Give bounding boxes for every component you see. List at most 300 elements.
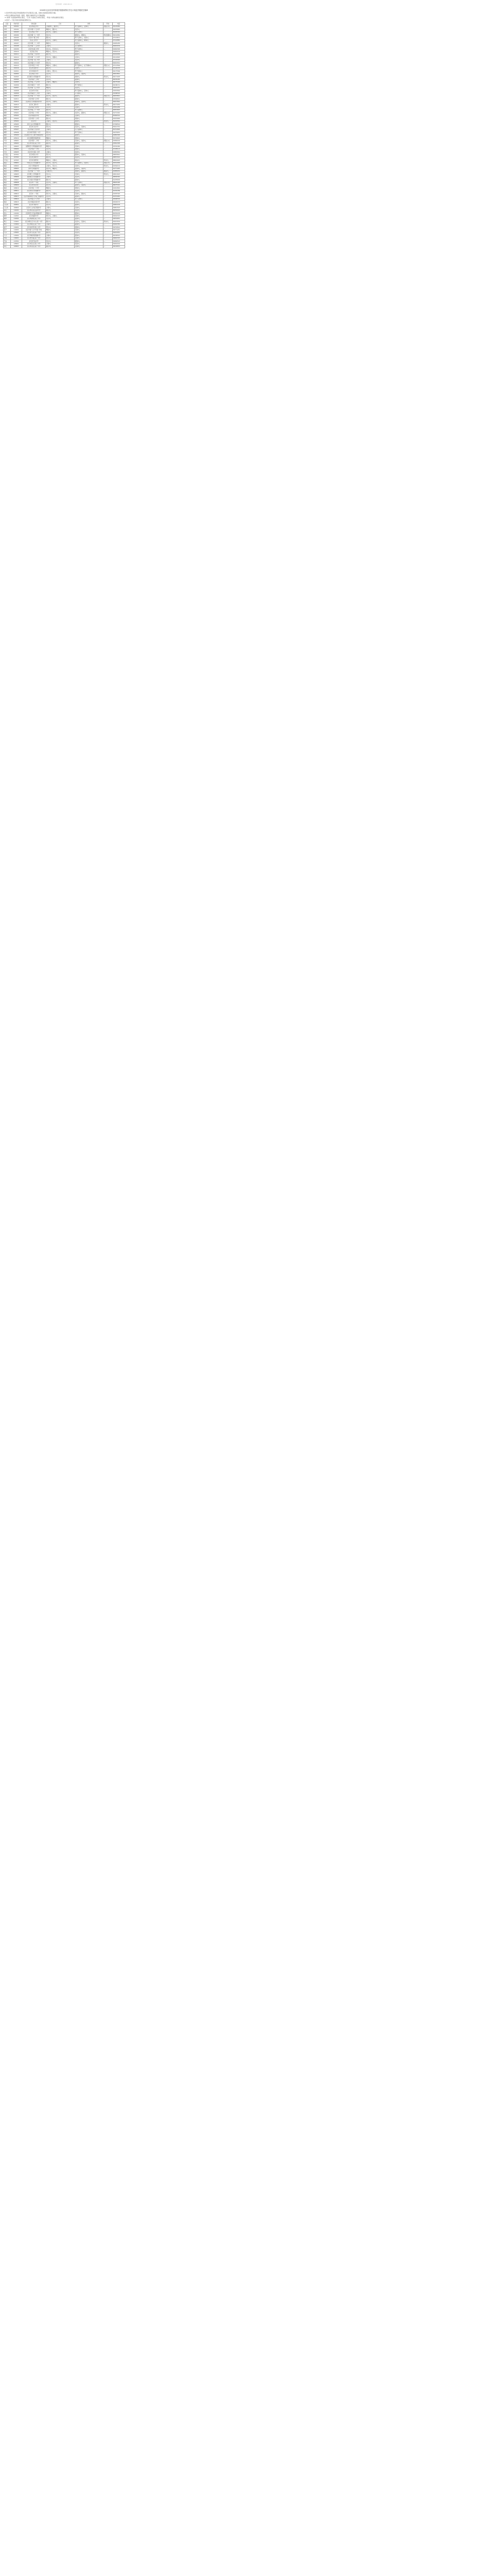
cell-code: 102002	[11, 73, 22, 75]
cell-sports: 排球2人	[75, 117, 103, 120]
cell-tech: 机器人2人	[103, 64, 113, 67]
cell-art: 管乐3人	[46, 184, 75, 187]
cell-code: 106001	[11, 140, 22, 142]
cell-district: 海淀	[4, 201, 11, 204]
cell-district: 朝阳	[4, 117, 11, 120]
cell-school: 清华大学附属中学	[22, 167, 46, 170]
cell-school: 北京市第九十六中学	[22, 62, 46, 64]
cell-sports: 田径2人	[75, 231, 103, 234]
cell-sports: 足球2人	[75, 229, 103, 231]
notes-block	[3, 12, 125, 21]
cell-code: 105009	[11, 134, 22, 137]
note-line: 4.表中“—”表示该校未招收此类特长生。	[5, 19, 32, 21]
cell-code: 112001	[11, 215, 22, 217]
cell-school: 北京市第八中学	[22, 73, 46, 75]
cell-code: 107002	[11, 156, 22, 159]
header-tech: 科技	[103, 23, 113, 25]
cell-sports: 篮球2人	[75, 179, 103, 181]
cell-school: 北京市第三十一中学	[22, 109, 46, 111]
cell-phone: 66175402	[113, 81, 125, 83]
cell-tech: —	[103, 117, 113, 120]
cell-tech: —	[103, 243, 113, 245]
header-district: 区县	[4, 23, 11, 25]
cell-code: 108001	[11, 162, 22, 164]
cell-tech: —	[103, 142, 113, 145]
cell-district: 东城	[4, 59, 11, 61]
cell-code: 101003	[11, 31, 22, 33]
cell-district: 东城	[4, 37, 11, 39]
cell-code: 108002	[11, 165, 22, 167]
cell-district: 朝阳	[4, 114, 11, 117]
cell-code: 102011	[11, 98, 22, 100]
cell-phone: 64713491	[113, 112, 125, 114]
cell-phone: 62512094	[113, 162, 125, 164]
cell-code: 101008	[11, 45, 22, 47]
cell-sports: 男子篮球3人，女子排球2人	[75, 64, 103, 67]
cell-tech: —	[103, 56, 113, 59]
cell-school: 北京市潞河中学	[22, 215, 46, 217]
cell-school: 北京市八一学校	[22, 193, 46, 195]
cell-sports: 男子篮球2人，田径3人	[75, 162, 103, 164]
cell-sports: 田径2人	[75, 209, 103, 212]
cell-code: 101014	[11, 62, 22, 64]
cell-code: 111001	[11, 209, 22, 212]
cell-school: 北京市和平街第一中学	[22, 131, 46, 134]
cell-tech: —	[103, 70, 113, 73]
cell-district: 西城	[4, 81, 11, 83]
cell-art: 弦乐4人，打击乐2人	[46, 48, 75, 50]
cell-phone: 64279931	[113, 131, 125, 134]
cell-school: 北京市大峪中学	[22, 204, 46, 206]
cell-sports: 男子篮球2人，足球2人	[75, 25, 103, 28]
cell-district: 东城	[4, 53, 11, 56]
cell-phone: 68420153	[113, 201, 125, 204]
cell-code: 101011	[11, 53, 22, 56]
cell-district: 西城	[4, 92, 11, 95]
cell-code: 102012	[11, 100, 22, 103]
cell-code: 105008	[11, 131, 22, 134]
cell-sports: 足球2人，田径2人	[75, 140, 103, 142]
cell-tech: —	[103, 78, 113, 81]
cell-sports: 男子篮球2人	[75, 109, 103, 111]
cell-phone: 63310462	[113, 145, 125, 148]
cell-sports: 男子足球2人	[75, 131, 103, 134]
cell-sports: 排球3人	[75, 76, 103, 78]
cell-district: 西城	[4, 87, 11, 89]
cell-phone: 69042162	[113, 243, 125, 245]
cell-code: 105004	[11, 120, 22, 123]
cell-art: 舞蹈2人	[46, 137, 75, 140]
cell-sports: 田径2人	[75, 201, 103, 204]
cell-sports: 田径2人	[75, 243, 103, 245]
note-line: 2.特长生测试由学校统一组织，测试合格的学生方可被录取。	[5, 14, 46, 16]
cell-phone: 62562101	[113, 165, 125, 167]
cell-tech: —	[103, 53, 113, 56]
cell-code: 108005	[11, 173, 22, 176]
cell-tech: —	[103, 195, 113, 198]
cell-phone: 66051823	[113, 109, 125, 111]
cell-school: 北京市第五十中学	[22, 64, 46, 67]
cell-phone: 65015683	[113, 117, 125, 120]
cell-code: 108003	[11, 167, 22, 170]
cell-tech: 航模2人	[103, 42, 113, 45]
cell-sports: 足球2人	[75, 67, 103, 70]
cell-sports: 篮球2人	[75, 217, 103, 220]
cell-school: 北京市海淀实验中学	[22, 201, 46, 204]
cell-phone: 85741820	[113, 128, 125, 131]
cell-sports: 篮球2人，足球2人	[75, 154, 103, 156]
cell-phone: 68902342	[113, 176, 125, 178]
cell-sports: 篮球2人	[75, 234, 103, 237]
cell-school: 北京市门头沟区育园中学	[22, 207, 46, 209]
cell-phone: 85719625	[113, 137, 125, 140]
cell-art: 器乐2人	[46, 231, 75, 234]
cell-tech: 机器人2人	[103, 181, 113, 184]
cell-school: 首都师范大学附属中学	[22, 176, 46, 178]
cell-district: 西城	[4, 109, 11, 111]
cell-school: 北京师范大学良乡附属中学	[22, 212, 46, 215]
cell-code: 101006	[11, 39, 22, 42]
cell-tech: —	[103, 123, 113, 126]
cell-art: 民乐2人	[46, 106, 75, 109]
cell-art: 舞蹈2人，合唱2人	[46, 64, 75, 67]
cell-school: 北京市密云区第二中学	[22, 243, 46, 245]
header-school: 学校名称	[22, 23, 46, 25]
cell-sports: 篮球2人	[75, 195, 103, 198]
cell-phone: 65125961	[113, 25, 125, 28]
cell-sports: 田径2人，足球2人	[75, 221, 103, 223]
cell-tech: —	[103, 231, 113, 234]
cell-school: 北京市第一七一中学	[22, 34, 46, 37]
cell-school: 北京师范大学附属中学	[22, 76, 46, 78]
cell-district: 丰台	[4, 148, 11, 150]
cell-sports: 排球2人	[75, 226, 103, 229]
cell-school: 北京市第十七中学	[22, 117, 46, 120]
cell-sports: 女子篮球2人	[75, 128, 103, 131]
cell-school: 北京市育才学校	[22, 90, 46, 92]
cell-school: 北京市龙潭中学	[22, 67, 46, 70]
cell-phone: 66171932	[113, 104, 125, 106]
cell-code: 101012	[11, 56, 22, 59]
cell-art: 合唱2人，舞蹈2人	[46, 81, 75, 83]
cell-phone: 85963312	[113, 114, 125, 117]
cell-art: 合唱2人	[46, 92, 75, 95]
cell-phone: 67122881	[113, 39, 125, 42]
cell-tech: —	[103, 28, 113, 31]
document-title: 2020年北京市初中阶段学校招收特长学生计划及学校招生简章	[40, 9, 88, 11]
cell-phone: 69102631	[113, 245, 125, 248]
cell-school: 北京市第二十四中学	[22, 53, 46, 56]
cell-school: 北京市第十五中学	[22, 98, 46, 100]
cell-art: 管乐3人，舞蹈2人	[46, 167, 75, 170]
cell-art: 合唱2人	[46, 198, 75, 200]
cell-tech: —	[103, 87, 113, 89]
cell-district: 东城	[4, 34, 11, 37]
cell-code: 108015	[11, 201, 22, 204]
cell-code: 101009	[11, 48, 22, 50]
cell-code: 106003	[11, 145, 22, 148]
cell-tech: —	[103, 92, 113, 95]
cell-district: 海淀	[4, 198, 11, 200]
cell-school: 北京师范大学三帆中学朝阳学校	[22, 134, 46, 137]
cell-art: 器乐2人	[46, 179, 75, 181]
cell-art: 民乐2人	[46, 78, 75, 81]
cell-sports: 篮球2人	[75, 142, 103, 145]
cell-district: 西城	[4, 84, 11, 87]
cell-code: 106005	[11, 151, 22, 154]
cell-code: 116001	[11, 237, 22, 240]
cell-tech: —	[103, 48, 113, 50]
cell-school: 北京市顺义区牛栏山第一中学	[22, 221, 46, 223]
cell-district: 通州	[4, 215, 11, 217]
cell-tech: —	[103, 198, 113, 200]
cell-school: 北京市第二中学	[22, 31, 46, 33]
cell-sports: 男子足球3人	[75, 48, 103, 50]
cell-tech: —	[103, 50, 113, 53]
cell-tech: —	[103, 114, 113, 117]
cell-phone: 80352218	[113, 212, 125, 215]
cell-phone: 64861320	[113, 134, 125, 137]
cell-district: 海淀	[4, 167, 11, 170]
cell-sports: 男子篮球2人，棒球2人	[75, 39, 103, 42]
cell-tech: 航模2人	[103, 170, 113, 173]
cell-art: 民乐3人	[46, 173, 75, 176]
cell-tech: —	[103, 226, 113, 229]
cell-school: 北京交通大学附属中学	[22, 179, 46, 181]
document-page	[3, 3, 125, 248]
cell-sports: 篮球2人	[75, 223, 103, 226]
cell-school: 北京市第十三中学	[22, 78, 46, 81]
cell-code: 105006	[11, 126, 22, 128]
cell-district: 朝阳	[4, 134, 11, 137]
cell-sports: 篮球2人，田径2人	[75, 184, 103, 187]
cell-tech: 机器人2人	[103, 95, 113, 97]
cell-district: 顺义	[4, 221, 11, 223]
cell-code: 115001	[11, 231, 22, 234]
cell-tech: —	[103, 245, 113, 248]
cell-art: 弦乐3人	[46, 73, 75, 75]
cell-art: 合唱团5人，器乐5人	[46, 25, 75, 28]
cell-school: 北京市第十五中学南口学校	[22, 229, 46, 231]
cell-school: 北京市通州区第二中学	[22, 217, 46, 220]
cell-art: 器乐2人	[46, 109, 75, 111]
cell-art: 舞蹈2人，民乐2人	[46, 50, 75, 53]
cell-code: 107001	[11, 154, 22, 156]
cell-phone: 84023150	[113, 45, 125, 47]
cell-art: 合唱2人	[46, 223, 75, 226]
cell-school: 北京市第三十五中学	[22, 81, 46, 83]
cell-district: 丰台	[4, 142, 11, 145]
cell-district: 房山	[4, 209, 11, 212]
cell-code: 101001	[11, 25, 22, 28]
cell-sports: 足球2人	[75, 173, 103, 176]
cell-district: 海淀	[4, 181, 11, 184]
cell-phone: 69642315	[113, 237, 125, 240]
cell-school: 北京市首都师范大学第二附属中学	[22, 195, 46, 198]
cell-district: 东城	[4, 25, 11, 28]
cell-district: 海淀	[4, 165, 11, 167]
cell-district: 海淀	[4, 184, 11, 187]
cell-phone: 64076845	[113, 28, 125, 31]
cell-sports: 田径2人	[75, 190, 103, 192]
cell-phone: 85613742	[113, 126, 125, 128]
cell-phone: 63546812	[113, 98, 125, 100]
cell-district: 西城	[4, 98, 11, 100]
cell-school: 北京市第六十五中学	[22, 28, 46, 31]
cell-phone: 69742612	[113, 226, 125, 229]
cell-art: 民乐3人	[46, 34, 75, 37]
cell-sports: 田径3人，篮球2人	[75, 112, 103, 114]
cell-district: 西城	[4, 90, 11, 92]
cell-tech: —	[103, 90, 113, 92]
cell-phone: 68874312	[113, 156, 125, 159]
cell-district: 东城	[4, 67, 11, 70]
cell-tech: 科技2人	[103, 221, 113, 223]
cell-school: 北京市平谷中学	[22, 240, 46, 243]
cell-code: 112002	[11, 217, 22, 220]
cell-school: 北京市第九中学	[22, 154, 46, 156]
cell-tech: —	[103, 106, 113, 109]
cell-school: 北京市房山区良乡中学	[22, 209, 46, 212]
cell-art: 管乐3人，合唱2人	[46, 112, 75, 114]
cell-art: 合唱3人	[46, 176, 75, 178]
cell-tech: 机器人2人	[103, 112, 113, 114]
cell-sports: 篮球2人	[75, 123, 103, 126]
cell-school: 北京市陈经纶中学	[22, 114, 46, 117]
cell-tech: —	[103, 237, 113, 240]
cell-code: 114002	[11, 229, 22, 231]
cell-district: 东城	[4, 64, 11, 67]
cell-code: 101015	[11, 64, 22, 67]
cell-district: 东城	[4, 56, 11, 59]
cell-phone: 60236521	[113, 234, 125, 237]
cell-code: 108011	[11, 190, 22, 192]
cell-code: 113002	[11, 223, 22, 226]
cell-sports: 男子篮球2人，足球2人	[75, 90, 103, 92]
cell-sports: 男子足球2人	[75, 198, 103, 200]
cell-code: 101016	[11, 67, 22, 70]
cell-tech: 科技2人	[103, 120, 113, 123]
cell-art: 合唱3人，管乐2人	[46, 70, 75, 73]
cell-school: 北京市第五十七中学	[22, 198, 46, 200]
cell-district: 顺义	[4, 223, 11, 226]
cell-sports: 足球3人	[75, 165, 103, 167]
cell-phone: 68879541	[113, 154, 125, 156]
cell-sports: 田径2人	[75, 176, 103, 178]
cell-phone: 69841523	[113, 207, 125, 209]
cell-code: 128001	[11, 243, 22, 245]
cell-phone: 69532651	[113, 217, 125, 220]
cell-tech: —	[103, 240, 113, 243]
cell-district: 房山	[4, 212, 11, 215]
cell-code: 109002	[11, 207, 22, 209]
header-sports: 体育	[75, 23, 103, 25]
cell-art: 器乐3人	[46, 123, 75, 126]
cell-school: 北京市第二十二中学	[22, 42, 46, 45]
cell-sports: 男子足球3人	[75, 181, 103, 184]
cell-school: 北京市第一六六中学	[22, 56, 46, 59]
cell-tech: —	[103, 37, 113, 39]
cell-sports: 男子篮球2人	[75, 70, 103, 73]
cell-code: 105005	[11, 123, 22, 126]
cell-district: 海淀	[4, 190, 11, 192]
cell-art: 器乐4人	[46, 37, 75, 39]
cell-code: 106004	[11, 148, 22, 150]
cell-district: 西城	[4, 106, 11, 109]
cell-art: 舞蹈3人	[46, 114, 75, 117]
cell-district: 朝阳	[4, 137, 11, 140]
cell-art: 管乐3人，合唱2人	[46, 140, 75, 142]
cell-phone: 67123671	[113, 37, 125, 39]
cell-school: 中国人民大学附属中学	[22, 162, 46, 164]
cell-school: 北京工业大学附属中学	[22, 123, 46, 126]
cell-code: 102013	[11, 104, 22, 106]
cell-art: 管乐2人	[46, 204, 75, 206]
cell-code: 102001	[11, 70, 22, 73]
cell-district: 密云	[4, 243, 11, 245]
cell-art: 管乐2人	[46, 237, 75, 240]
cell-sports: 篮球2人	[75, 104, 103, 106]
header-code: 学校代码	[11, 23, 22, 25]
cell-phone: 65222930	[113, 53, 125, 56]
cell-phone: 69843218	[113, 204, 125, 206]
cell-school: 北京市丰台第八中学	[22, 151, 46, 154]
cell-school: 首都师范大学附属丽泽中学	[22, 145, 46, 148]
cell-tech: —	[103, 229, 113, 231]
cell-phone: 69542313	[113, 215, 125, 217]
cell-tech: —	[103, 100, 113, 103]
cell-sports: 篮球2人	[75, 240, 103, 243]
cell-school: 北京大学附属中学	[22, 165, 46, 167]
cell-phone: 69962513	[113, 240, 125, 243]
cell-phone: 65122645	[113, 56, 125, 59]
cell-school: 北京市丰台区第二中学	[22, 142, 46, 145]
cell-school: 北京理工大学附属中学	[22, 173, 46, 176]
cell-code: 101010	[11, 50, 22, 53]
cell-district: 丰台	[4, 140, 11, 142]
cell-art: 管乐4人	[46, 76, 75, 78]
cell-sports: 足球2人	[75, 114, 103, 117]
cell-code: 102008	[11, 90, 22, 92]
cell-code: 102015	[11, 109, 22, 111]
cell-school: 北京市第五中学	[22, 25, 46, 28]
cell-art: 器乐3人	[46, 53, 75, 56]
cell-district: 海淀	[4, 195, 11, 198]
cell-district: 东城	[4, 31, 11, 33]
cell-school: 北京市昌平区第二中学	[22, 226, 46, 229]
cell-school: 北京市日坛中学	[22, 126, 46, 128]
cell-code: 108008	[11, 181, 22, 184]
cell-sports: 田径2人	[75, 156, 103, 159]
cell-code: 113001	[11, 221, 22, 223]
cell-district: 朝阳	[4, 131, 11, 134]
cell-code: 101002	[11, 28, 22, 31]
cell-district: 海淀	[4, 173, 11, 176]
cell-phone: 62332760	[113, 190, 125, 192]
cell-art: 舞蹈2人	[46, 187, 75, 190]
cell-phone: 69771241	[113, 229, 125, 231]
cell-phone: 67116723	[113, 67, 125, 70]
cell-district: 西城	[4, 73, 11, 75]
cell-school: 北京市第一四二中学	[22, 59, 46, 61]
cell-art: 合唱2人	[46, 234, 75, 237]
cell-sports: 足球2人	[75, 106, 103, 109]
cell-art: 管乐3人，合唱2人	[46, 31, 75, 33]
cell-code: 102009	[11, 92, 22, 95]
cell-phone: 62255630	[113, 179, 125, 181]
enrollment-table	[3, 22, 125, 248]
cell-district: 平谷	[4, 240, 11, 243]
